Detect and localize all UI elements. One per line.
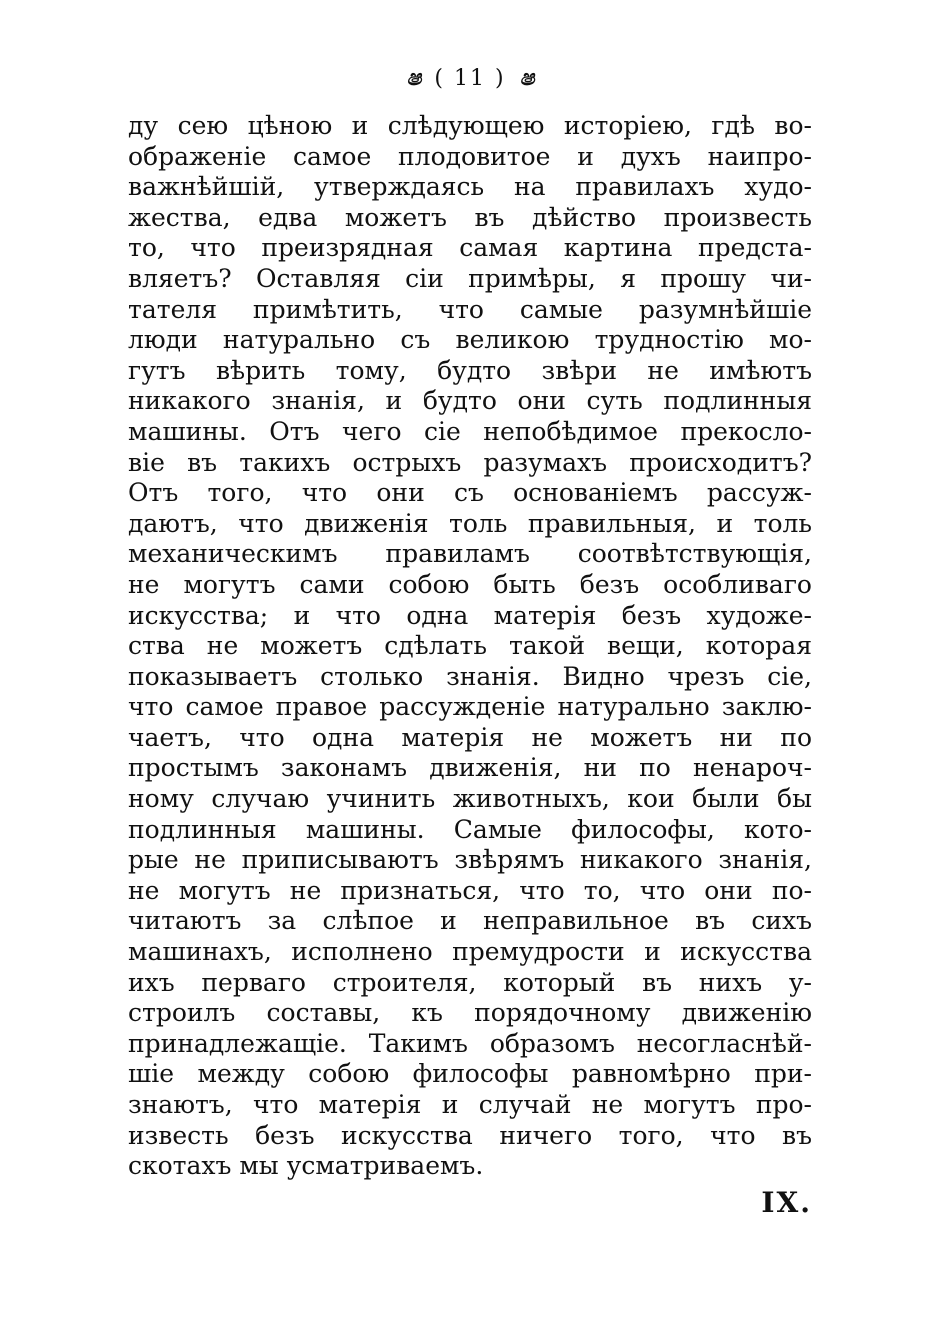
catchword: IX. bbox=[761, 1186, 812, 1219]
page-number: ( 11 ) bbox=[434, 65, 506, 91]
text-line: важнѣйшій, утверждаясь на правилахъ худо- bbox=[128, 172, 812, 202]
text-line: искусства; и что одна матерія безъ художе- bbox=[128, 600, 812, 630]
running-header bbox=[330, 60, 610, 96]
text-line: знаютъ, что матерія и случай не могутъ про- bbox=[128, 1090, 812, 1119]
text-line: простымъ законамъ движенія, ни по ненароч- bbox=[128, 753, 812, 783]
text-line: принадлежащіе. Такимъ образомъ несогласнѣй- bbox=[128, 1028, 812, 1058]
text-line: известь безъ искусства ничего того, что въ bbox=[128, 1120, 812, 1150]
text-line: скотахъ мы усматриваемъ. bbox=[128, 1151, 484, 1181]
text-line: чаетъ, что одна матерія не можетъ ни по bbox=[128, 722, 812, 752]
text-line: шіе между собою философы равномѣрно при- bbox=[128, 1059, 812, 1089]
text-line: рые не приписываютъ звѣрямъ никакого знанія, bbox=[128, 845, 812, 875]
text-line: не могутъ сами собою быть безъ особливаго bbox=[128, 569, 812, 599]
text-line: показываетъ столько знанія. Видно чрезъ сіе, bbox=[128, 661, 812, 691]
text-line: подлинныя машины. Самые философы, кото- bbox=[128, 814, 812, 844]
text-line: ихъ перваго строителя, который въ нихъ у- bbox=[128, 967, 812, 997]
text-line: вляетъ? Оставляя сіи примѣры, я прошу чи- bbox=[128, 263, 812, 293]
header-ornament-left: ෂ bbox=[406, 65, 421, 91]
text-line: ства не можетъ сдѣлать такой вещи, которая bbox=[128, 631, 812, 661]
text-line: что самое правое рассужденіе натурально заклю- bbox=[128, 692, 812, 722]
text-line: люди натурально съ великою трудностію мо- bbox=[128, 325, 812, 355]
text-line: тателя примѣтить, что самые разумнѣйшіе bbox=[128, 294, 812, 324]
text-line: віе въ такихъ острыхъ разумахъ происходитъ? bbox=[128, 447, 812, 477]
text-line: строилъ составы, къ порядочному движенію bbox=[128, 998, 812, 1028]
text-line: ному случаю учинить животныхъ, кои были бы bbox=[128, 784, 812, 814]
text-line: читаютъ за слѣпое и неправильное въ сихъ bbox=[128, 906, 812, 936]
body-text bbox=[128, 111, 812, 1182]
text-line: ображеніе самое плодовитое и духъ наипро- bbox=[128, 141, 812, 171]
text-line: гутъ вѣрить тому, будто звѣри не имѣютъ bbox=[128, 355, 812, 385]
text-line: никакого знанія, и будто они суть подлинныя bbox=[128, 386, 812, 416]
text-line: механическимъ правиламъ соотвѣтствующія, bbox=[128, 539, 812, 569]
text-line: Отъ того, что они съ основаніемъ рассуж- bbox=[128, 478, 812, 508]
text-line: машины. Отъ чего сіе непобѣдимое прекосло- bbox=[128, 416, 812, 446]
header-ornament-right: ෂ bbox=[519, 65, 534, 91]
text-line: не могутъ не признаться, что то, что они по- bbox=[128, 875, 812, 905]
text-line: даютъ, что движенія толь правильныя, и толь bbox=[128, 508, 812, 538]
text-line: то, что преизрядная самая картина предста- bbox=[128, 233, 812, 263]
text-line: жества, едва можетъ въ дѣйство произвесть bbox=[128, 202, 812, 232]
text-line: ду сею цѣною и слѣдующею исторіею, гдѣ во- bbox=[128, 111, 812, 140]
text-line: машинахъ, исполнено премудрости и искусства bbox=[128, 937, 812, 967]
